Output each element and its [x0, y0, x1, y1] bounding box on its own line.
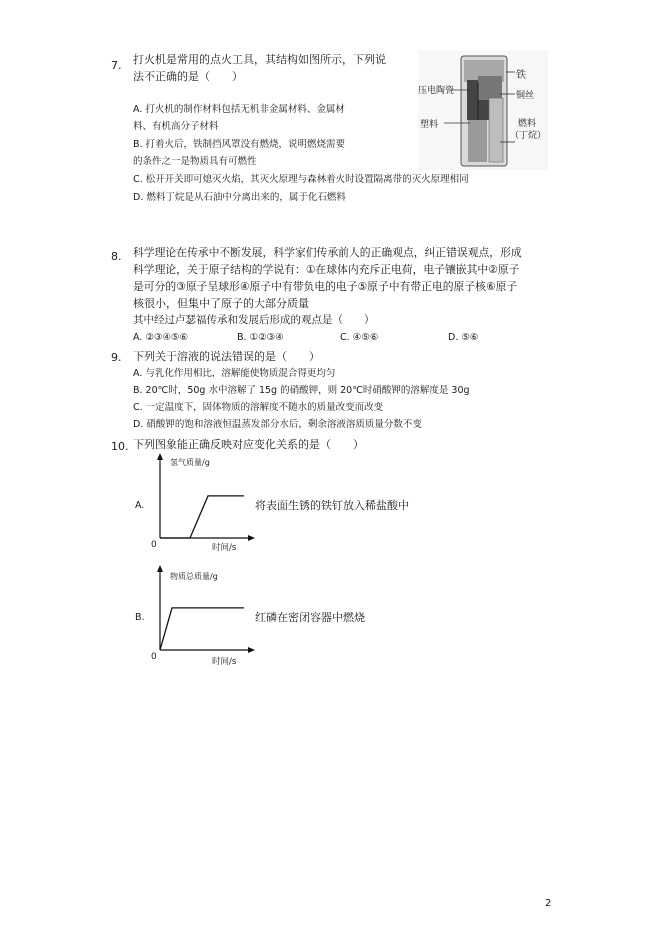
q7-stem-line1: 打火机是常用的点火工具，其结构如图所示，下列说 [133, 53, 386, 66]
q8-option-b: B. ①②③④ [237, 332, 284, 343]
q7-option-a-line1: A. 打火机的制作材料包括无机非金属材料、金属材 [133, 104, 345, 115]
graph-a-caption: 将表面生锈的铁钉放入稀盐酸中 [255, 499, 409, 512]
q7-option-b-line2: 的条件之一是物质具有可燃性 [133, 156, 257, 167]
q10-number: 10. [111, 440, 129, 453]
q9-option-b: B. 20℃时，50g 水中溶解了 15g 的硝酸钾，则 20℃时硝酸钾的溶解度是 30g [133, 385, 470, 396]
q7-number: 7. [111, 59, 122, 72]
graph-b-x-arrow [248, 647, 255, 653]
lighter-figure [418, 50, 548, 170]
lighter-drawing [418, 50, 548, 170]
q8-line5: 其中经过卢瑟福传承和发展后形成的观点是（ ） [133, 314, 375, 326]
graph-a-x-arrow [248, 535, 255, 541]
q7-option-c: C. 松开开关即可熄灭火焰，其灭火原理与森林着火时设置隔离带的灭火原理相同 [133, 174, 469, 185]
graph-a-xlabel: 时间/s [212, 543, 237, 553]
graph-b-xlabel: 时间/s [212, 657, 237, 667]
graph-a-letter: A. [135, 500, 145, 511]
lighter-label-fuel: 燃料 [518, 119, 537, 129]
lighter-label-butane: （丁烷） [510, 131, 547, 141]
q8-number: 8. [111, 250, 122, 263]
q9-option-c: C. 一定温度下，固体物质的溶解度不随水的质量改变而改变 [133, 402, 384, 413]
q8-line3: 是可分的③原子呈球形④原子中有带负电的电子⑤原子中有带正电的原子核⑥原子 [133, 280, 518, 293]
lighter-label-iron: 铁 [516, 70, 526, 81]
graph-b-origin: 0 [151, 652, 157, 662]
q8-option-d: D. ⑤⑥ [448, 332, 479, 343]
q8-option-a: A. ②③④⑤⑥ [133, 332, 188, 343]
q7-stem-line2: 法不正确的是（ ） [133, 70, 243, 83]
q9-stem: 下列关于溶液的说法错误的是（ ） [133, 350, 320, 363]
q8-line2: 科学理论，关于原子结构的学说有：①在球体内充斥正电荷，电子镶嵌其中②原子 [133, 263, 520, 276]
page-number: 2 [545, 898, 552, 909]
graph-b-caption: 红磷在密闭容器中燃烧 [255, 611, 365, 624]
graph-a-ylabel: 氢气质量/g [170, 458, 210, 467]
q8-line1: 科学理论在传承中不断发展，科学家们传承前人的正确观点，纠正错误观点，形成 [133, 246, 522, 259]
q7-option-d: D. 燃料丁烷是从石油中分离出来的，属于化石燃料 [133, 192, 346, 203]
q7-option-b-line1: B. 打着火后，铁制挡风罩没有燃烧，说明燃烧需要 [133, 139, 346, 150]
lighter-label-plastic: 塑料 [420, 120, 439, 130]
graph-b-letter: B. [135, 612, 145, 623]
graph-a-origin: 0 [151, 540, 157, 550]
graph-b [148, 562, 258, 670]
q8-line4: 核很小，但集中了原子的大部分质量 [133, 297, 309, 310]
q7-option-a-line2: 料、有机高分子材料 [133, 121, 219, 132]
graph-b-y-arrow [157, 565, 163, 572]
q8-option-c: C. ④⑤⑥ [340, 332, 379, 343]
q9-option-a: A. 与乳化作用相比，溶解能使物质混合得更均匀 [133, 368, 336, 379]
q9-number: 9. [111, 351, 122, 364]
graph-b-ylabel: 物质总质量/g [170, 572, 218, 581]
graph-a [148, 450, 258, 555]
q9-option-d: D. 硝酸钾的饱和溶液恒温蒸发部分水后，剩余溶液溶质质量分数不变 [133, 419, 422, 430]
graph-b-line [160, 608, 244, 650]
lighter-label-copper: 铜丝 [516, 91, 535, 101]
q10-stem: 下列图象能正确反映对应变化关系的是（ ） [133, 438, 364, 451]
lighter-label-piezo: 压电陶瓷 [418, 86, 455, 96]
graph-a-line [160, 496, 244, 538]
graph-a-y-arrow [157, 453, 163, 460]
